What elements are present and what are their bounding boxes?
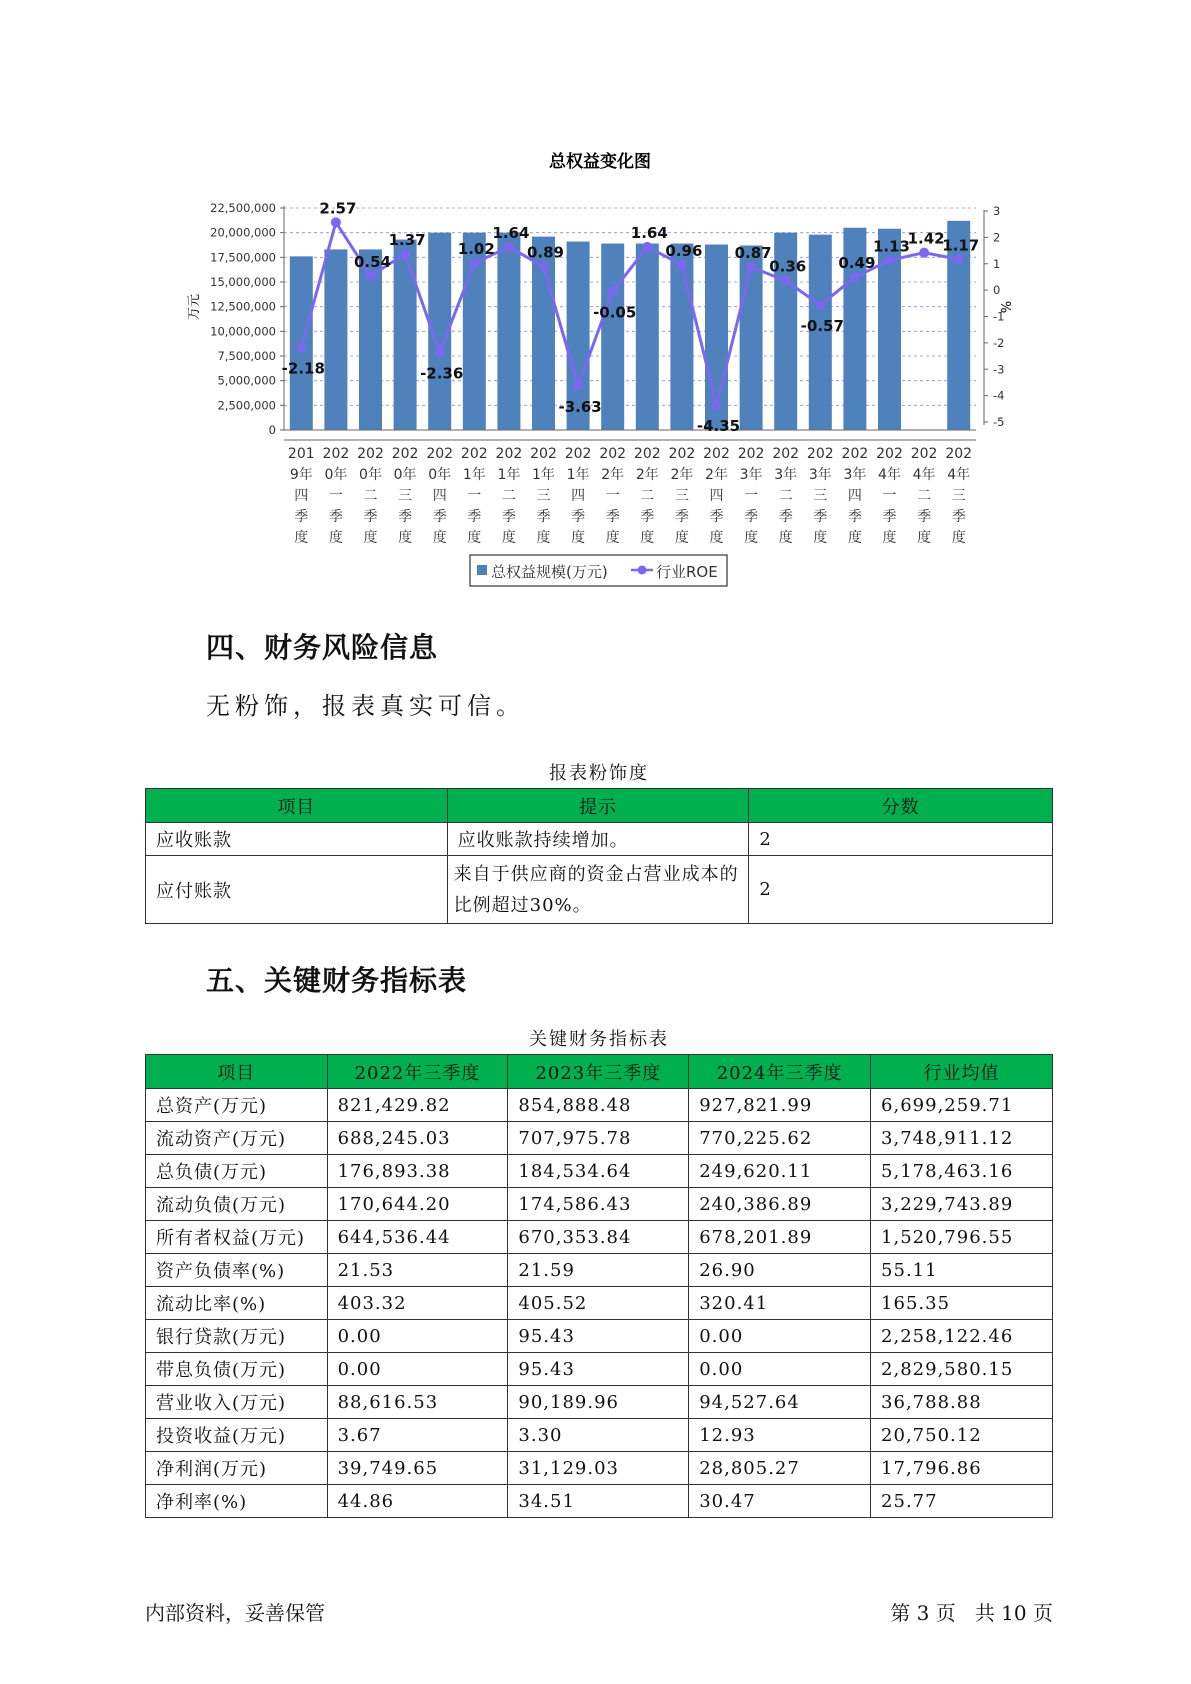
x-tick-label: 度	[640, 530, 655, 546]
risk-score: 2	[749, 856, 1053, 924]
x-tick-label: 度	[467, 530, 482, 546]
kpi-item: 资产负债率(%)	[146, 1254, 328, 1287]
roe-data-label: -0.57	[800, 317, 844, 336]
x-tick-label: 2年	[601, 467, 625, 483]
kpi-2023q3: 31,129.03	[508, 1452, 689, 1485]
risk-hint: 应收账款持续增加。	[447, 823, 749, 856]
kpi-2022q3: 821,429.82	[327, 1089, 508, 1122]
kpi-2024q3: 94,527.64	[689, 1386, 871, 1419]
roe-point	[296, 343, 306, 353]
roe-data-label: 1.13	[872, 237, 911, 256]
roe-point	[954, 254, 964, 264]
x-tick-label: 一	[605, 488, 620, 504]
roe-point	[400, 249, 410, 259]
bar	[497, 233, 520, 430]
kpi-2024q3: 249,620.11	[689, 1155, 871, 1188]
roe-point	[573, 381, 583, 391]
x-tick-label: 三	[674, 488, 689, 504]
table-row	[146, 1287, 1053, 1320]
kpi-item: 流动资产(万元)	[146, 1122, 328, 1155]
x-tick-label: 季	[709, 509, 724, 525]
roe-data-label: 1.37	[388, 230, 426, 249]
kpi-2023q3: 174,586.43	[508, 1188, 689, 1221]
roe-data-label: 0.96	[665, 241, 703, 260]
x-tick-label: 4年	[878, 467, 901, 483]
legend-line-label: 行业ROE	[656, 563, 718, 581]
x-tick-label: 一	[467, 488, 482, 504]
x-tick-label: 季	[536, 509, 551, 525]
x-tick-label: 季	[363, 509, 378, 525]
kpi-2023q3: 34.51	[508, 1485, 689, 1518]
roe-data-label: 0.89	[526, 243, 565, 262]
table-row	[146, 823, 1053, 856]
x-tick-label: 0年	[359, 467, 382, 483]
y2-tick-label: -3	[993, 362, 1005, 377]
x-tick-label: 季	[467, 509, 482, 525]
kpi-2024q3: 30.47	[689, 1485, 871, 1518]
roe-point	[712, 400, 722, 410]
kpi-2024q3: 678,201.89	[689, 1221, 871, 1254]
roe-point	[850, 272, 860, 282]
kpi-item: 银行贷款(万元)	[146, 1320, 328, 1353]
kpi-industry-avg: 6,699,259.71	[871, 1089, 1053, 1122]
bar	[670, 244, 693, 430]
x-tick-label: 季	[640, 509, 655, 525]
x-tick-label: 4年	[912, 467, 936, 483]
kpi-2023q3: 95.43	[508, 1320, 689, 1353]
x-tick-label: 2年	[670, 467, 694, 483]
kpi-table-header	[146, 1055, 1053, 1089]
legend-bar-swatch	[477, 565, 487, 575]
x-tick-label: 季	[951, 509, 966, 525]
kpi-2023q3: 670,353.84	[508, 1221, 689, 1254]
roe-point	[608, 286, 618, 296]
x-tick-label: 3年	[774, 467, 798, 483]
x-tick-label: 度	[744, 530, 759, 546]
x-tick-label: 度	[432, 530, 447, 546]
x-tick-label: 季	[882, 509, 897, 525]
kpi-industry-avg: 5,178,463.16	[871, 1155, 1053, 1188]
table-row	[146, 1419, 1053, 1452]
kpi-2024q3: 28,805.27	[689, 1452, 871, 1485]
kpi-2024q3: 240,386.89	[689, 1188, 871, 1221]
kpi-2022q3: 644,536.44	[327, 1221, 508, 1254]
x-tick-label: 四	[432, 488, 447, 504]
kpi-item: 投资收益(万元)	[146, 1419, 328, 1452]
x-tick-label: 二	[640, 488, 655, 504]
table-row	[146, 1485, 1053, 1518]
x-tick-label: 202	[668, 446, 696, 462]
roe-data-label: -2.36	[420, 364, 464, 383]
x-tick-label: 度	[398, 530, 413, 546]
roe-point	[642, 242, 652, 252]
risk-hint: 来自于供应商的资金占营业成本的比例超过30%。	[447, 856, 749, 924]
kpi-header-item: 项目	[146, 1055, 328, 1089]
kpi-item: 净利率(%)	[146, 1485, 328, 1518]
kpi-header-2022q3: 2022年三季度	[327, 1055, 508, 1089]
x-tick-label: 202	[357, 446, 384, 462]
x-tick-label: 202	[910, 446, 938, 462]
y-tick-label: 5,000,000	[217, 373, 276, 388]
y-tick-label: 12,500,000	[210, 299, 276, 314]
roe-point	[815, 300, 825, 310]
kpi-2024q3: 0.00	[689, 1320, 871, 1353]
x-tick-label: 度	[328, 530, 343, 546]
x-tick-label: 一	[882, 488, 897, 504]
roe-data-label: -3.63	[558, 397, 602, 416]
y2-tick-label: -2	[993, 335, 1005, 350]
kpi-industry-avg: 3,229,743.89	[871, 1188, 1053, 1221]
x-tick-label: 季	[398, 509, 413, 525]
kpi-2022q3: 176,893.38	[327, 1155, 508, 1188]
x-tick-label: 三	[536, 488, 551, 504]
x-tick-label: 度	[709, 530, 724, 546]
x-tick-label: 度	[917, 530, 932, 546]
table-row	[146, 1221, 1053, 1254]
footer-page-number: 第 3 页 共 10 页	[890, 1601, 1053, 1625]
kpi-2023q3: 707,975.78	[508, 1122, 689, 1155]
kpi-2023q3: 21.59	[508, 1254, 689, 1287]
y2-tick-label: 1	[993, 256, 1001, 271]
x-tick-label: 202	[876, 446, 903, 462]
x-tick-label: 202	[841, 446, 869, 462]
kpi-2024q3: 320.41	[689, 1287, 871, 1320]
x-tick-label: 202	[633, 446, 661, 462]
bar	[636, 244, 659, 430]
chart-legend	[470, 555, 727, 586]
section-5-title: 五、关键财务指标表	[206, 964, 468, 997]
x-tick-label: 202	[426, 446, 454, 462]
x-tick-label: 度	[571, 530, 586, 546]
x-tick-label: 度	[536, 530, 551, 546]
risk-header-score: 分数	[749, 789, 1053, 823]
section-4-paragraph: 无粉饰，报表真实可信。	[206, 692, 525, 720]
x-tick-label: 四	[294, 488, 309, 504]
x-tick-label: 季	[847, 509, 862, 525]
kpi-2022q3: 88,616.53	[327, 1386, 508, 1419]
x-tick-label: 二	[917, 488, 932, 504]
y-tick-label: 7,500,000	[217, 349, 276, 363]
bar	[601, 244, 624, 430]
roe-data-label: -0.05	[593, 303, 637, 322]
x-tick-label: 季	[501, 509, 516, 525]
roe-point	[469, 258, 479, 268]
table-row	[146, 1089, 1053, 1122]
chart-title: 总权益变化图	[549, 152, 651, 172]
bar	[394, 240, 417, 430]
roe-point	[539, 262, 549, 272]
x-tick-label: 二	[501, 488, 516, 504]
x-tick-label: 一	[328, 488, 343, 504]
roe-data-label: 1.02	[457, 240, 495, 259]
kpi-2022q3: 39,749.65	[327, 1452, 508, 1485]
y-tick-label: 0	[268, 423, 276, 437]
x-tick-label: 季	[674, 509, 689, 525]
equity-change-chart	[0, 0, 1191, 600]
roe-point	[746, 262, 756, 272]
roe-data-label: 1.17	[942, 236, 980, 255]
kpi-2024q3: 12.93	[689, 1419, 871, 1452]
x-tick-label: 度	[501, 530, 516, 546]
x-tick-label: 季	[328, 509, 343, 525]
kpi-industry-avg: 20,750.12	[871, 1419, 1053, 1452]
roe-data-label: -4.35	[696, 416, 741, 435]
x-tick-label: 202	[564, 446, 592, 462]
legend-bar-label: 总权益规模(万元)	[491, 563, 608, 581]
x-tick-label: 四	[847, 488, 862, 504]
kpi-item: 流动负债(万元)	[146, 1188, 328, 1221]
risk-item: 应付账款	[146, 856, 448, 924]
kpi-industry-avg: 2,258,122.46	[871, 1320, 1053, 1353]
roe-point	[435, 347, 445, 357]
kpi-item: 总负债(万元)	[146, 1155, 328, 1188]
x-tick-label: 季	[744, 509, 759, 525]
x-tick-label: 季	[917, 509, 932, 525]
kpi-industry-avg: 2,829,580.15	[871, 1353, 1053, 1386]
x-tick-label: 202	[530, 446, 557, 462]
kpi-2023q3: 184,534.64	[508, 1155, 689, 1188]
kpi-industry-avg: 55.11	[871, 1254, 1053, 1287]
y2-tick-label: 0	[993, 283, 1001, 298]
kpi-2022q3: 21.53	[327, 1254, 508, 1287]
y2-tick-label: 3	[993, 204, 1001, 218]
x-tick-label: 202	[806, 446, 834, 462]
y-tick-label: 15,000,000	[210, 275, 276, 289]
kpi-2023q3: 854,888.48	[508, 1089, 689, 1122]
x-tick-label: 二	[363, 488, 378, 504]
risk-table	[145, 788, 1053, 924]
x-tick-label: 度	[294, 530, 309, 546]
table-row	[146, 1188, 1053, 1221]
kpi-2023q3: 405.52	[508, 1287, 689, 1320]
table-row	[146, 1122, 1053, 1155]
kpi-item: 带息负债(万元)	[146, 1353, 328, 1386]
x-tick-label: 季	[778, 509, 793, 525]
table-row	[146, 856, 1053, 924]
x-tick-label: 度	[847, 530, 862, 546]
kpi-2024q3: 770,225.62	[689, 1122, 871, 1155]
kpi-item: 净利润(万元)	[146, 1452, 328, 1485]
x-tick-label: 1年	[566, 467, 590, 483]
table-row	[146, 1254, 1053, 1287]
kpi-2024q3: 927,821.99	[689, 1089, 871, 1122]
roe-point	[919, 248, 929, 258]
x-tick-label: 9年	[289, 467, 313, 483]
x-tick-label: 0年	[393, 467, 417, 483]
x-tick-label: 0年	[324, 467, 348, 483]
y2-tick-label: -4	[993, 388, 1005, 403]
chart-y-axis-label: 万元	[187, 293, 202, 321]
x-tick-label: 1年	[462, 467, 486, 483]
x-tick-label: 2年	[635, 467, 659, 483]
x-tick-label: 度	[363, 530, 378, 546]
x-tick-label: 2年	[705, 467, 728, 483]
x-tick-label: 1年	[497, 467, 521, 483]
kpi-2022q3: 403.32	[327, 1287, 508, 1320]
risk-score: 2	[749, 823, 1053, 856]
x-tick-label: 度	[605, 530, 620, 546]
x-tick-label: 202	[772, 446, 800, 462]
roe-data-label: -2.18	[281, 359, 325, 378]
x-tick-label: 0年	[428, 467, 452, 483]
kpi-2024q3: 26.90	[689, 1254, 871, 1287]
y-tick-label: 20,000,000	[210, 225, 276, 240]
kpi-item: 总资产(万元)	[146, 1089, 328, 1122]
x-tick-label: 度	[882, 530, 897, 546]
x-tick-label: 度	[778, 530, 793, 546]
roe-data-label: 0.54	[353, 252, 392, 271]
y2-tick-label: -5	[993, 415, 1005, 429]
legend-line-marker	[638, 566, 647, 575]
kpi-2022q3: 44.86	[327, 1485, 508, 1518]
y-tick-label: 2,500,000	[217, 398, 276, 413]
x-tick-label: 4年	[947, 467, 971, 483]
kpi-item: 所有者权益(万元)	[146, 1221, 328, 1254]
x-tick-label: 季	[294, 509, 309, 525]
x-tick-label: 季	[571, 509, 586, 525]
x-tick-label: 1年	[532, 467, 555, 483]
kpi-2022q3: 688,245.03	[327, 1122, 508, 1155]
x-tick-label: 3年	[739, 467, 763, 483]
y-tick-label: 17,500,000	[210, 250, 276, 265]
roe-data-label: 0.49	[838, 254, 876, 273]
kpi-header-industry-avg: 行业均值	[871, 1055, 1053, 1089]
risk-header-item: 项目	[146, 789, 448, 823]
x-tick-label: 三	[813, 488, 828, 504]
roe-data-label: 0.87	[734, 244, 772, 263]
risk-table-caption: 报表粉饰度	[549, 763, 649, 784]
table-row	[146, 1353, 1053, 1386]
table-row	[146, 1320, 1053, 1353]
x-tick-label: 二	[778, 488, 793, 504]
kpi-industry-avg: 17,796.86	[871, 1452, 1053, 1485]
risk-table-header	[146, 789, 1053, 823]
kpi-table-caption: 关键财务指标表	[529, 1029, 669, 1050]
kpi-2022q3: 3.67	[327, 1419, 508, 1452]
x-tick-label: 202	[703, 446, 730, 462]
risk-header-hint: 提示	[447, 789, 749, 823]
x-tick-label: 三	[398, 488, 413, 504]
kpi-2023q3: 3.30	[508, 1419, 689, 1452]
x-tick-label: 202	[391, 446, 419, 462]
section-4-title: 四、财务风险信息	[206, 631, 439, 664]
kpi-item: 流动比率(%)	[146, 1287, 328, 1320]
roe-data-label: 1.42	[907, 229, 945, 248]
x-tick-label: 四	[571, 488, 586, 504]
risk-item: 应收账款	[146, 823, 448, 856]
x-tick-label: 度	[674, 530, 689, 546]
x-tick-label: 202	[495, 446, 523, 462]
x-tick-label: 202	[737, 446, 765, 462]
roe-point	[504, 242, 514, 252]
kpi-item: 营业收入(万元)	[146, 1386, 328, 1419]
x-tick-label: 三	[951, 488, 966, 504]
x-tick-label: 一	[744, 488, 759, 504]
kpi-industry-avg: 165.35	[871, 1287, 1053, 1320]
x-tick-label: 202	[599, 446, 627, 462]
table-row	[146, 1155, 1053, 1188]
kpi-2023q3: 95.43	[508, 1353, 689, 1386]
kpi-header-2023q3: 2023年三季度	[508, 1055, 689, 1089]
x-tick-label: 3年	[808, 467, 832, 483]
table-row	[146, 1452, 1053, 1485]
roe-data-label: 1.64	[492, 223, 530, 242]
y-tick-label: 22,500,000	[210, 201, 276, 215]
x-tick-label: 201	[287, 446, 315, 462]
kpi-2022q3: 0.00	[327, 1320, 508, 1353]
kpi-industry-avg: 3,748,911.12	[871, 1122, 1053, 1155]
y-tick-label: 10,000,000	[210, 324, 276, 339]
chart-y2-axis-label: %	[997, 300, 1012, 314]
x-tick-label: 季	[432, 509, 447, 525]
x-tick-label: 四	[709, 488, 724, 504]
kpi-industry-avg: 1,520,796.55	[871, 1221, 1053, 1254]
x-tick-label: 季	[605, 509, 620, 525]
roe-point	[331, 217, 341, 227]
kpi-2023q3: 90,189.96	[508, 1386, 689, 1419]
roe-point	[677, 260, 687, 270]
kpi-header-2024q3: 2024年三季度	[689, 1055, 871, 1089]
kpi-2022q3: 170,644.20	[327, 1188, 508, 1221]
y2-tick-label: 2	[993, 230, 1001, 245]
x-tick-label: 度	[951, 530, 966, 546]
kpi-industry-avg: 36,788.88	[871, 1386, 1053, 1419]
x-tick-label: 202	[460, 446, 488, 462]
footer-confidential-note: 内部资料，妥善保管	[145, 1601, 325, 1625]
x-tick-label: 202	[945, 446, 973, 462]
bar	[324, 249, 347, 430]
roe-data-label: 2.57	[319, 199, 357, 218]
x-tick-label: 3年	[843, 467, 867, 483]
roe-point	[885, 255, 895, 265]
chart-x-labels	[288, 446, 972, 546]
kpi-2022q3: 0.00	[327, 1353, 508, 1386]
kpi-industry-avg: 25.77	[871, 1485, 1053, 1518]
roe-data-label: 1.64	[630, 223, 668, 242]
kpi-2024q3: 0.00	[689, 1353, 871, 1386]
x-tick-label: 季	[813, 509, 828, 525]
kpi-table	[145, 1054, 1053, 1518]
x-tick-label: 202	[322, 446, 350, 462]
roe-point	[781, 276, 791, 286]
roe-point	[366, 271, 376, 281]
table-row	[146, 1386, 1053, 1419]
roe-data-label: 0.36	[769, 257, 807, 276]
y2-tick-label: -1	[993, 309, 1005, 324]
x-tick-label: 度	[813, 530, 828, 546]
